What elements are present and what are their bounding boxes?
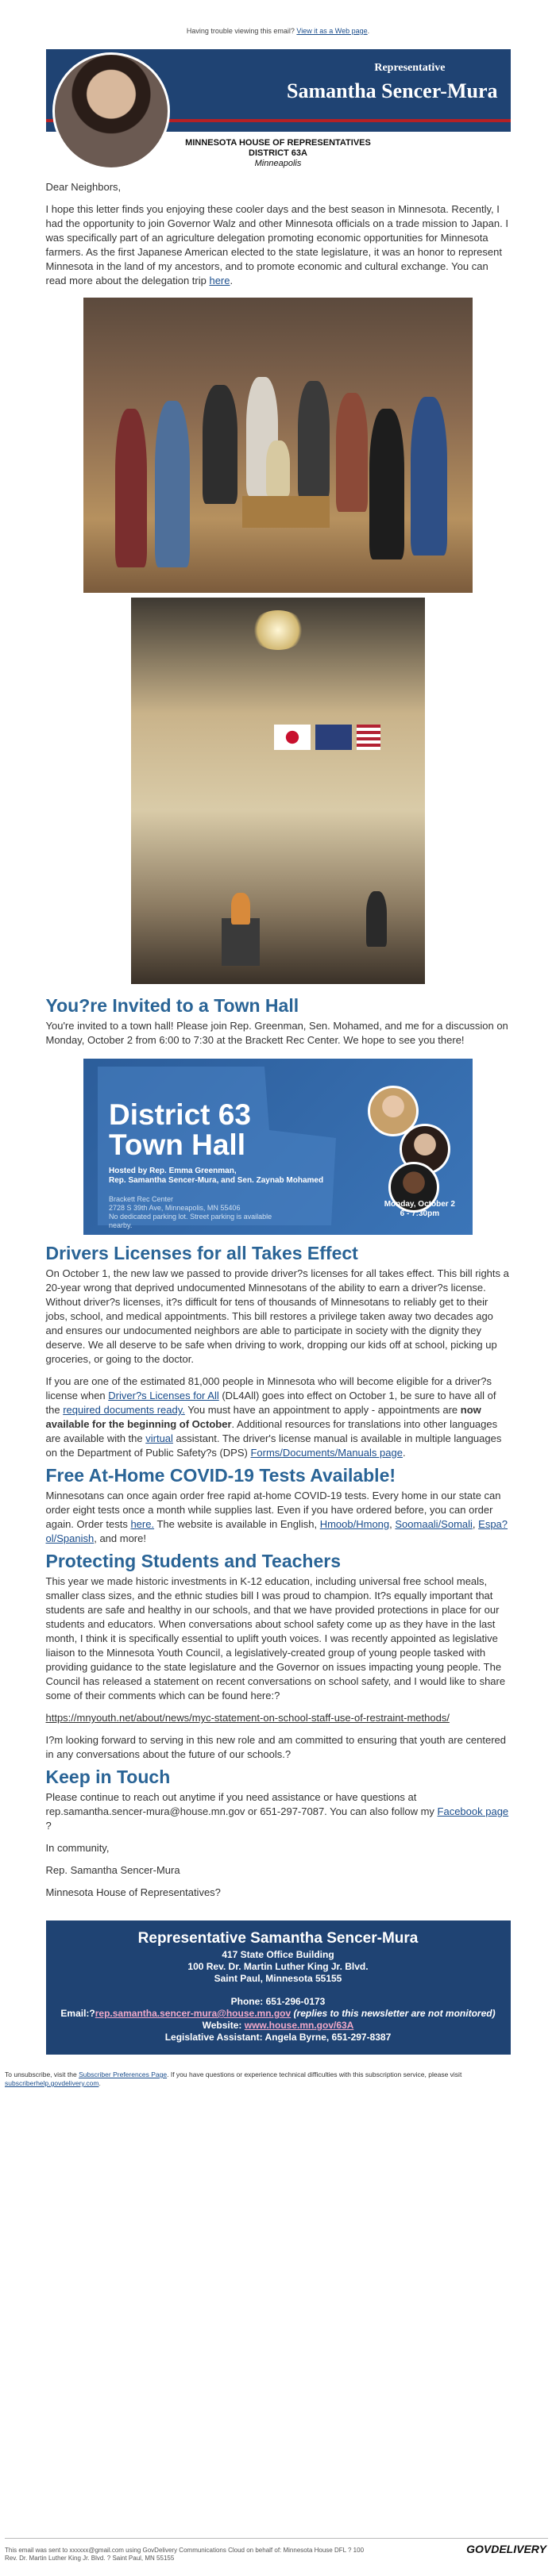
subscriber-help-link[interactable]: subscriberhelp.govdelivery.com: [5, 2079, 99, 2087]
covid-paragraph: Minnesotans can once again order free rapid at-home COVID-19 tests. Every home in our state can order eight tests once a month while supplies last. Even if you have ordered before, you can order again. Order tests here. The website is available in English, Hmoob/Hmong, Soomaali/Somali, Espa?ol/Spanish, and more!: [45, 1490, 508, 1544]
statement-link-paragraph: [46, 1711, 511, 1725]
licenses-paragraph-1: On October 1, the new law we passed to provide driver?s licenses for all takes effect. This bill rights a 20-year wrong that deprived undocumented Minnesotans of the ability to earn a driver?s license. Without driver?s licenses, it?s difficult for tens of thousands of Minnesotans to reliably get to their jobs, school, and medical appointments. This bill restores a privilege taken away two decades ago and ensures our undocumented neighbors are able to participate in society with the dignity they deserve. We all deserve to be safe when driving to work, dropping our kids off at school, picking up groceries, or going to the doctor.: [45, 1267, 509, 1365]
footer-office: 417 State Office Building: [222, 1949, 334, 1960]
contact-footer: [46, 1920, 511, 2055]
dps-manuals-link[interactable]: Forms/Documents/Manuals page: [250, 1447, 403, 1459]
footer-website-link[interactable]: www.house.mn.gov/63A: [244, 2020, 354, 2031]
townhall-paragraph: You're invited to a town hall! Please join Rep. Greenman, Sen. Mohamed, and me for a discussion on Monday, October 2 from 6:00 to 7:30 at the Brackett Rec Center. We hope to see you there!: [45, 1020, 508, 1046]
photo-table: [242, 496, 330, 528]
flyer-title: District 63 Town Hall: [109, 1098, 251, 1161]
covid-heading: Free At-Home COVID-19 Tests Available!: [45, 1465, 396, 1486]
footer-city: Saint Paul, Minnesota 55155: [214, 1973, 342, 1984]
signature-name: Rep. Samantha Sencer-Mura: [45, 1864, 180, 1876]
flyer-date: Monday, October 2 6 - 7:30pm: [384, 1200, 455, 1218]
footer-assistant: Legislative Assistant: Angela Byrne, 651-297-8387: [164, 2032, 392, 2043]
photo-figure: [231, 893, 250, 925]
townhall-flyer: [83, 1059, 473, 1235]
photo-figure: [155, 401, 190, 567]
photo-figure: [266, 440, 290, 496]
virtual-assistant-link[interactable]: virtual: [145, 1432, 173, 1444]
photo-figure: [298, 381, 330, 500]
spanish-link[interactable]: Espa?ol/Spanish: [45, 1518, 508, 1544]
touch-heading: Keep in Touch: [45, 1767, 171, 1787]
required-documents-link[interactable]: required documents ready.: [63, 1404, 185, 1416]
view-web-line: Having trouble viewing this email? View it as a Web page.: [186, 27, 370, 35]
flyer-hosts: Hosted by Rep. Emma Greenman, Rep. Samantha Sencer-Mura, and Sen. Zaynab Mohamed: [109, 1167, 324, 1185]
photo-figure: [115, 409, 147, 567]
banner-rep-name: Samantha Sencer-Mura: [286, 79, 498, 102]
photo-figure: [369, 409, 404, 559]
photo-figure: [336, 393, 368, 512]
sender-notice: This email was sent to xxxxxx@gmail.com using GovDelivery Communications Cloud on behalf of: Minnesota House DFL ? 100 Rev. Dr. Martin Luther King Jr. Blvd. ? Saint Paul, MN 55155: [5, 2538, 548, 2563]
unsubscribe-notice: To unsubscribe, visit the Subscriber Preferences Page. If you have questions or experience technical difficulties with this subscription service, please visit subscriberhelp.govdelivery.com.: [5, 2070, 462, 2087]
photo-figure: [411, 397, 447, 556]
licenses-heading: Drivers Licenses for all Takes Effect: [45, 1243, 358, 1263]
somali-link[interactable]: Soomaali/Somali: [395, 1518, 473, 1530]
students-heading: Protecting Students and Teachers: [45, 1551, 341, 1571]
youth-council-statement-link[interactable]: https://mnyouth.net/about/news/myc-statement-on-school-staff-use-of-restraint-methods/: [45, 1712, 450, 1724]
subscriber-preferences-link[interactable]: Subscriber Preferences Page: [79, 2070, 168, 2078]
footer-email: Email:?rep.samantha.sencer-mura@house.mn.gov (replies to this newsletter are not monitored): [60, 2008, 496, 2019]
townhall-heading: You?re Invited to a Town Hall: [45, 995, 299, 1016]
japan-event-photo: [131, 598, 425, 984]
dl4all-link[interactable]: Driver?s Licenses for All: [108, 1390, 219, 1401]
greeting: Dear Neighbors,: [45, 181, 122, 193]
photo-podium: [222, 918, 260, 966]
order-tests-link[interactable]: here.: [130, 1518, 155, 1530]
photo-figure: [366, 891, 387, 947]
delegation-link[interactable]: here: [209, 275, 230, 286]
delegation-group-photo: [83, 298, 473, 593]
house-info: MINNESOTA HOUSE OF REPRESENTATIVES DISTRICT 63A Minneapolis: [185, 138, 371, 168]
us-flag: [357, 725, 380, 750]
closing: In community,: [45, 1842, 110, 1854]
facebook-link[interactable]: Facebook page: [437, 1805, 509, 1817]
hmong-link[interactable]: Hmoob/Hmong: [319, 1518, 390, 1530]
students-paragraph-2: I?m looking forward to serving in this new role and am committed to ensuring that youth are centered in any conversations about the future of our schools.?: [45, 1734, 507, 1760]
signature-title: Minnesota House of Representatives?: [45, 1886, 221, 1898]
photo-chandelier: [250, 610, 306, 650]
view-web-link[interactable]: View it as a Web page: [296, 27, 368, 35]
licenses-paragraph-2: If you are one of the estimated 81,000 people in Minnesota who will become eligible for a driver?s license when Driver?s Licenses for All (DL4All) goes into effect on October 1, be sure to have all of the required documents ready. You must have an appointment to apply - appointments are now available for the beginning of October. Additional resources for translations into other languages are available with the virtual assistant. The driver's license manual is available in multiple languages on the Department of Public Safety?s (DPS) Forms/Documents/Manuals page.: [45, 1375, 502, 1459]
photo-figure: [203, 385, 237, 504]
students-paragraph-1: This year we made historic investments in K-12 education, including universal free school meals, smaller class sizes, and the ethnic studies bill I was proud to champion. It?s equally important that students are safe and healthy in our schools, and that we have provided protections in place for our students and educators. When conversations about school safety come up as they have in the last month, I think it is specifically essential to uplift youth voices. I was recently appointed as legislative liaison to the Minnesota Youth Council, a legislatively-created group of young people tasked with providing guidance to the state legislature and the Governor on issues impacting young people. The Council has released a statement on recent conversations on school safety, and I would like to share some of their comments which can be found here:?: [45, 1575, 506, 1701]
banner-rep-title: Representative: [374, 62, 446, 74]
touch-paragraph: Please continue to reach out anytime if you need assistance or have questions at rep.samantha.sencer-mura@house.mn.gov or 651-297-7087. You can also follow my Facebook page ?: [45, 1791, 509, 1832]
footer-street: 100 Rev. Dr. Martin Luther King Jr. Blvd.: [187, 1961, 369, 1972]
minnesota-flag: [315, 725, 352, 750]
intro-paragraph: I hope this letter finds you enjoying these cooler days and the best season in Minnesota. Recently, I had the opportunity to join Governor Walz and other Minnesota officials on a trade mission to Japan. I was specifically part of an agriculture delegation promoting economic opportunities for Minnesota farmers. As the first Japanese American elected to the state legislature, it was an honor to represent Minnesota in the land of my ancestors, and to promote economic and cultural exchange. You can read more about the delegation trip here.: [45, 203, 508, 286]
flyer-address: Brackett Rec Center 2728 S 39th Ave, Minneapolis, MN 55406 No dedicated parking lot. Street parking is available nearby.: [109, 1195, 272, 1229]
footer-name: Representative Samantha Sencer-Mura: [137, 1930, 419, 1947]
footer-website: Website: www.house.mn.gov/63A: [202, 2020, 354, 2031]
footer-phone: Phone: 651-296-0173: [230, 1996, 326, 2007]
rep-portrait-photo: [52, 52, 170, 170]
footer-email-link[interactable]: rep.samantha.sencer-mura@house.mn.gov: [95, 2008, 292, 2019]
japan-flag: [274, 725, 311, 750]
govdelivery-logo: GOVDELIVERY: [466, 2543, 546, 2555]
